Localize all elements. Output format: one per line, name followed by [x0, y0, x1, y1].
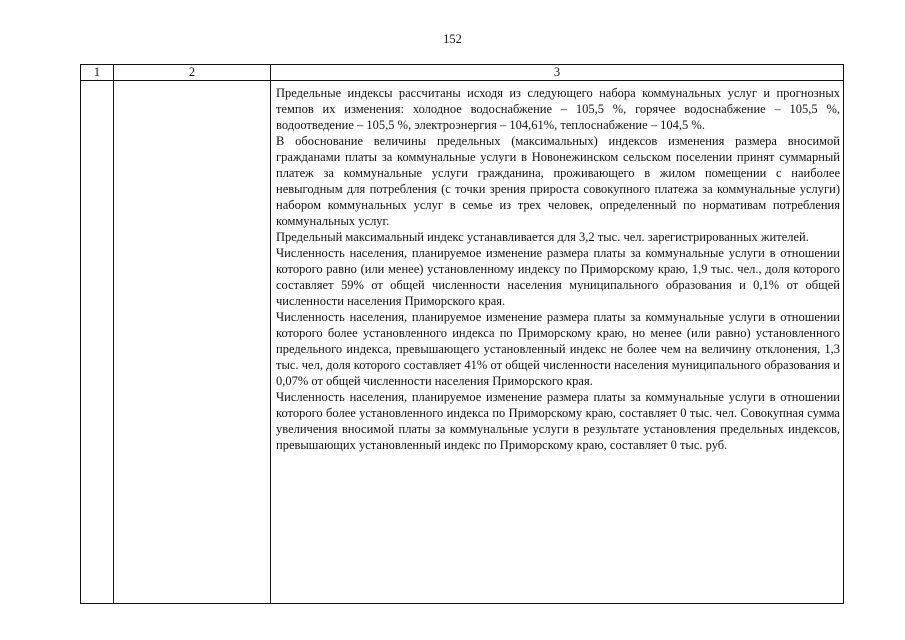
paragraph-population-exceeding: Численность населения, планируемое изменение размера платы за коммунальные услуги в отношении которого более установленного индекса по Приморскому краю, составляет 0 тыс. чел. Совокупная сумма увеличения вносимой платы за коммунальные услуги в результате установления предельных индексов, превышающих установленный индекс по Приморскому краю, составляет 0 тыс. руб. [276, 390, 840, 452]
page-number: 152 [443, 32, 462, 46]
column-header-1: 1 [81, 65, 114, 81]
column-header-2: 2 [114, 65, 271, 81]
table-header-row [81, 65, 844, 81]
paragraph-max-index: Предельный максимальный индекс устанавливается для 3,2 тыс. чел. зарегистрированных жителей. [276, 230, 809, 244]
paragraph-population-equal: Численность населения, планируемое изменение размера платы за коммунальные услуги в отношении которого равно (или менее) установленному индексу по Приморскому краю, 1,9 тыс. чел., доля которого составляет 59% от общей численности населения муниципального образования и 0,1% от общей численности населения Приморского края. [276, 246, 840, 308]
document-table [80, 64, 844, 604]
paragraph-population-above: Численность населения, планируемое изменение размера платы за коммунальные услуги в отношении которого более установленного индекса по Приморскому краю, но менее (или равно) установленного предельного индекса, превышающего установленный индекс не более чем на величину отклонения, 1,3 тыс. чел, доля которого составляет 41% от общей численности населения муниципального образования и 0,07% от общей численности населения Приморского края. [276, 310, 840, 388]
column-header-3: 3 [271, 65, 844, 81]
paragraph-indices-basis: Предельные индексы рассчитаны исходя из следующего набора коммунальных услуг и прогнозных темпов их изменения: холодное водоснабжение – 105,5 %, горячее водоснабжение – 105,5 %, водоотведение – 105,5 %, электроэнергия – 104,61%, теплоснабжение – 104,5 %. [276, 86, 840, 132]
cell-column-3 [271, 81, 844, 604]
table-row [81, 81, 844, 604]
paragraph-justification: В обоснование величины предельных (максимальных) индексов изменения размера вносимой гражданами платы за коммунальные услуги в Новонежинском сельском поселении принят суммарный платеж за коммунальные услуги гражданина, проживающего в жилом помещении с наиболее невыгодным для потребления (с точки зрения прироста совокупного платежа за коммунальные услуги) набором коммунальных услуг в семье из трех человек, определенный по нормативам потребления коммунальных услуг. [276, 134, 840, 228]
cell-column-1 [81, 81, 114, 604]
cell-column-2 [114, 81, 271, 604]
